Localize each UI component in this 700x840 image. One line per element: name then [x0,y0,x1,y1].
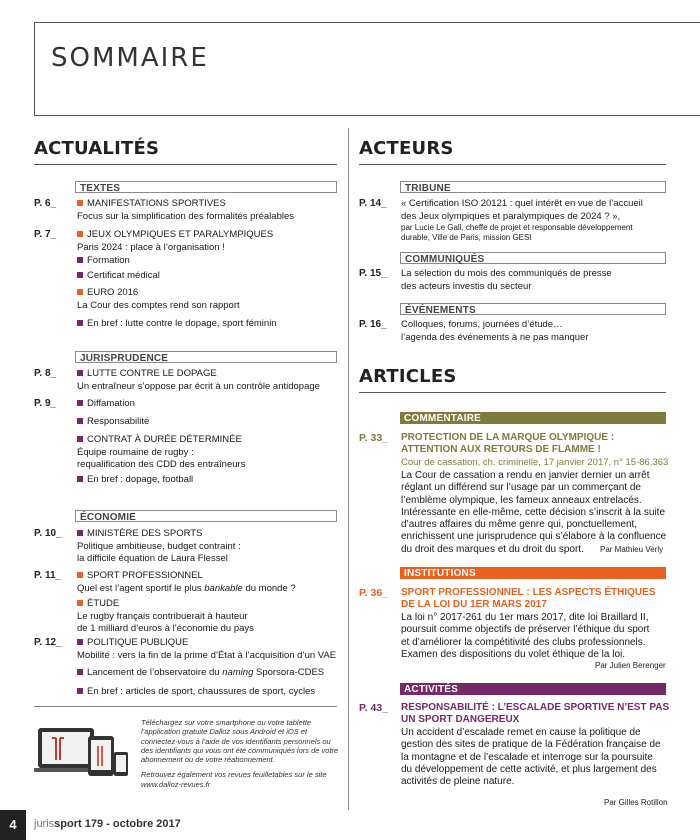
toc-entry[interactable]: Colloques, forums, journées d’étude… l’agenda des événements à ne pas manquer [401,319,589,343]
toc-subentry[interactable]: Responsabilité [77,416,149,429]
article-title[interactable]: PROTECTION DE LA MARQUE OLYMPIQUE : ATTENTION AUX RETOURS DE FLAMME ! [401,432,615,455]
square-bullet-icon [77,370,83,376]
square-bullet-icon [77,200,83,206]
article-summary-line: La Cour de cassation a rendu en janvier dernier un arrêt [401,470,650,481]
article-author: Par Mathieu Verly [600,545,664,554]
toc-entry[interactable]: POLITIQUE PUBLIQUE Mobilité : vers la fin de la prime d’État à l’acquisition d’un VAE [77,637,337,661]
devices-icon [34,722,134,782]
toc-subentry[interactable]: Lancement de l’observatoire du naming Sporsora-CDES [77,667,324,680]
banner-activites: ACTIVITÉS [400,683,666,695]
promo-text: Téléchargez sur votre smartphone ou votre tablette l’application gratuite Dalloz sous Android et iOS et connectez-vous à l’aide de vos identifiants personnels ou des identifiants qui vous ont été communiqués lors de votre abonnement ou de votre réabonnement. Retrouvez également vos revues feuilletables sur le site www.dalloz-revues.fr [141,718,339,789]
article-summary-line: et d’améliorer la compétitivité des clubs professionnels. [401,636,646,648]
banner-economie: ÉCONOMIE [75,510,337,522]
page-number: P. 12_ [34,637,62,648]
article-summary-line: Intéressante en elle-même, cette décision s’inscrit à la suite [401,506,666,518]
heading-rule [34,164,337,165]
toc-subentry[interactable]: En bref : articles de sport, chaussures de sport, cycles [77,686,315,699]
article-title[interactable]: SPORT PROFESSIONNEL : LES ASPECTS ÉTHIQUES DE LA LOI DU 1ER MARS 2017 [401,587,656,610]
column-separator [348,128,349,810]
square-bullet-icon [77,231,83,237]
square-bullet-icon [77,600,83,606]
article-summary-line: Un accident d’escalade remet en cause la politique de [401,727,641,738]
banner-institutions: INSTITUTIONS [400,567,666,579]
square-bullet-icon [77,530,83,536]
page-number: P. 16_ [359,319,387,330]
square-bullet-icon [77,400,83,406]
square-bullet-icon [77,639,83,645]
square-bullet-icon [77,418,83,424]
page-number: P. 8_ [34,368,57,379]
article-title[interactable]: RESPONSABILITÉ : L’ESCALADE SPORTIVE N’EST PAS UN SPORT DANGEREUX [401,702,670,725]
page-number: P. 14_ [359,198,387,209]
article-summary [401,470,666,556]
toc-subentry[interactable]: En bref : dopage, football [77,474,193,487]
title-box [34,22,700,116]
heading-rule [359,392,666,393]
toc-entry[interactable]: JEUX OLYMPIQUES ET PARALYMPIQUES Paris 2024 : place à l’organisation ! [77,229,274,253]
square-bullet-icon [77,272,83,278]
toc-entry[interactable]: SPORT PROFESSIONNEL Quel est l’agent sportif le plus bankable du monde ? [77,570,296,594]
journal-name: jurissport 179 - octobre 2017 [34,818,181,830]
page-number: P. 36_ [359,587,389,599]
square-bullet-icon [77,436,83,442]
article-summary-line: du développement de cette activité, et plus largement des [401,763,657,775]
page-number: P. 9_ [34,398,57,409]
article-summary-line: d’autres affaires du même genre qui, ponctuellement, [401,519,638,531]
banner-evenements: ÉVÉNEMENTS [400,303,666,315]
toc-entry[interactable]: MANIFESTATIONS SPORTIVES Focus sur la simplification des formalités préalables [77,198,295,222]
square-bullet-icon [77,320,83,326]
square-bullet-icon [77,476,83,482]
page-number: P. 11_ [34,570,62,581]
page-number-badge: 4 [0,810,26,840]
article-summary-line: réglant un différend sur l’usage par un commerçant de [401,482,641,494]
page-number: P. 33_ [359,432,389,444]
square-bullet-icon [77,669,83,675]
heading-rule [359,164,666,165]
toc-entry[interactable]: La sélection du mois des communiqués de presse des acteurs investis du secteur [401,268,612,292]
article-summary-line: gestion des sites de pratique de la Fédération française de [401,739,661,751]
square-bullet-icon [77,572,83,578]
article-summary-line: la montagne et de l’escalade et interroge sur la poursuite [401,751,653,763]
toc-subentry[interactable]: Formation [77,255,130,268]
toc-entry[interactable]: MINISTÈRE DES SPORTS Politique ambitieuse, budget contraint : la difficile équation de Laura Flessel [77,528,241,564]
toc-entry[interactable]: ÉTUDE Le rugby français contribuerait à hauteur de 1 milliard d’euros à l’économie du pays [77,598,254,634]
page-number: P. 6_ [34,198,57,209]
toc-entry[interactable]: CONTRAT À DURÉE DÉTERMINÉE Équipe roumaine de rugby : requalification des CDD des entraîneurs [77,434,246,470]
decision-reference: Cour de cassation, ch. criminelle, 17 janvier 2017, n° 15-86.363 [401,457,669,468]
article-author: Par Gilles Rotillon [604,798,668,807]
article-summary-line: l’emblème olympique, les fameux anneaux entrelacés. [401,494,642,506]
square-bullet-icon [77,257,83,263]
banner-commentaire: COMMENTAIRE [400,412,666,424]
article-author: Par Julien Berenger [595,661,666,670]
page-number: P. 15_ [359,268,387,279]
section-heading-acteurs: ACTEURS [359,138,454,159]
banner-jurisprudence: JURISPRUDENCE [75,351,337,363]
banner-textes: TEXTES [75,181,337,193]
page-title: SOMMAIRE [51,43,209,73]
toc-entry[interactable]: LUTTE CONTRE LE DOPAGE Un entraîneur s’oppose par écrit à un contrôle antidopage [77,368,320,392]
square-bullet-icon [77,688,83,694]
article-summary-line: du droit des marques et du droit du sport. [401,543,584,555]
section-heading-actualites: ACTUALITÉS [34,138,160,159]
page-number: P. 10_ [34,528,62,539]
toc-entry[interactable]: « Certification ISO 20121 : quel intérêt en vue de l’accueil des Jeux olympiques et paralympiques de 2024 ? », par Lucie Le Gall, cheffe de projet et responsable développement durable, Ville de Paris, mission GESI [401,198,643,242]
banner-communiques: COMMUNIQUÉS [400,252,666,264]
article-summary-line: enrichissent une jurisprudence qui s’élabore à la confluence [401,531,667,543]
toc-subentry[interactable]: En bref : lutte contre le dopage, sport féminin [77,318,277,331]
section-heading-articles: ARTICLES [359,366,457,387]
page-number: P. 7_ [34,229,57,240]
article-summary [401,727,661,788]
article-summary-line: poursuit comme objectifs de préserver l’éthique du sport [401,624,650,636]
toc-subentry[interactable]: Diffamation [77,398,135,411]
toc-subentry[interactable]: Certificat médical [77,270,160,283]
page-number: P. 43_ [359,702,389,714]
banner-tribune: TRIBUNE [400,181,666,193]
article-summary-line: La loi n° 2017-261 du 1er mars 2017, dite loi Braillard II, [401,612,649,623]
toc-subentry[interactable]: EURO 2016 La Cour des comptes rend son rapport [77,287,240,311]
divider [34,706,337,707]
article-summary-line: activités de pleine nature. [401,776,515,788]
article-summary-line: Examen des dispositions du volet éthique de la loi. [401,648,626,660]
article-summary [401,612,649,661]
square-bullet-icon [77,289,83,295]
